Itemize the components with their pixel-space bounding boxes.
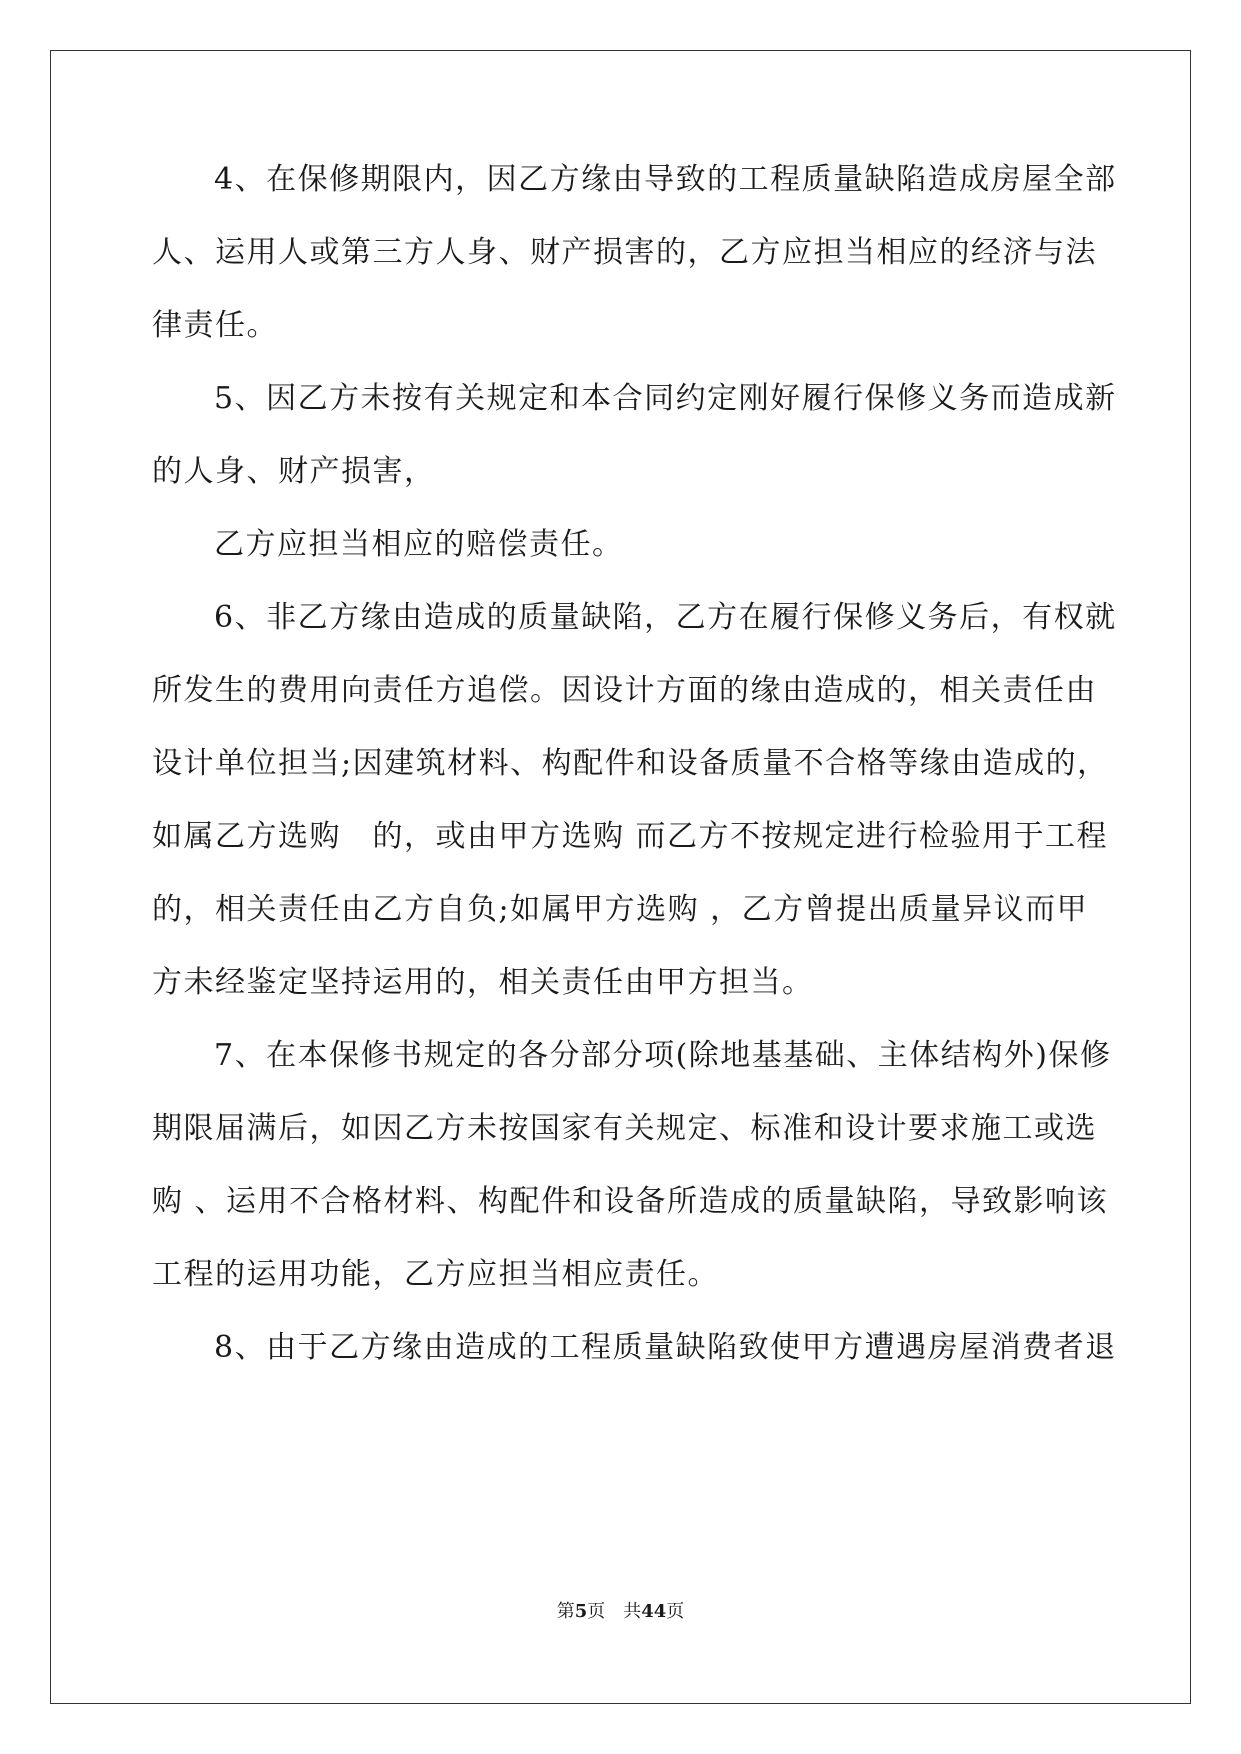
- text-line: 律责任。: [152, 308, 278, 343]
- text-line: 的，相关责任由乙方自负;如属甲方选购 ，乙方曾提出质量异议而甲: [152, 892, 1089, 927]
- text-line: 所发生的费用向责任方追偿。因设计方面的缘由造成的，相关责任由: [152, 673, 1097, 708]
- footer-suffix: 页: [666, 1601, 685, 1622]
- text-line: 5、因乙方未按有关规定和本合同约定刚好履行保修义务而造成新: [214, 381, 1117, 416]
- text-line: 6、非乙方缘由造成的质量缺陷，乙方在履行保修义务后，有权就: [214, 600, 1117, 635]
- footer-prefix: 第: [556, 1601, 575, 1622]
- total-page-count: 44: [641, 1601, 667, 1622]
- footer-middle: 页 共: [587, 1601, 642, 1622]
- page-footer: [0, 1600, 1241, 1624]
- text-line: 期限届满后，如因乙方未按国家有关规定、标准和设计要求施工或选: [152, 1111, 1097, 1146]
- page-border: [50, 50, 1191, 1704]
- text-line: 工程的运用功能，乙方应担当相应责任。: [152, 1257, 719, 1292]
- text-line: 8、由于乙方缘由造成的工程质量缺陷致使甲方遭遇房屋消费者退: [214, 1330, 1117, 1365]
- text-line: 7、在本保修书规定的各分部分项(除地基基础、主体结构外)保修: [214, 1038, 1112, 1073]
- text-line: 如属乙方选购 的，或由甲方选购 而乙方不按规定进行检验用于工程: [152, 819, 1109, 854]
- current-page-number: 5: [574, 1601, 588, 1622]
- text-line: 4、在保修期限内，因乙方缘由导致的工程质量缺陷造成房屋全部: [214, 162, 1117, 197]
- text-line: 的人身、财产损害，: [152, 454, 436, 489]
- text-line: 乙方应担当相应的赔偿责任。: [214, 527, 624, 562]
- text-line: 购 、运用不合格材料、构配件和设备所造成的质量缺陷，导致影响该: [152, 1184, 1109, 1219]
- text-line: 人、运用人或第三方人身、财产损害的，乙方应担当相应的经济与法: [152, 235, 1097, 270]
- text-line: 设计单位担当;因建筑材料、构配件和设备质量不合格等缘由造成的，: [152, 746, 1109, 781]
- text-line: 方未经鉴定坚持运用的，相关责任由甲方担当。: [152, 965, 814, 1000]
